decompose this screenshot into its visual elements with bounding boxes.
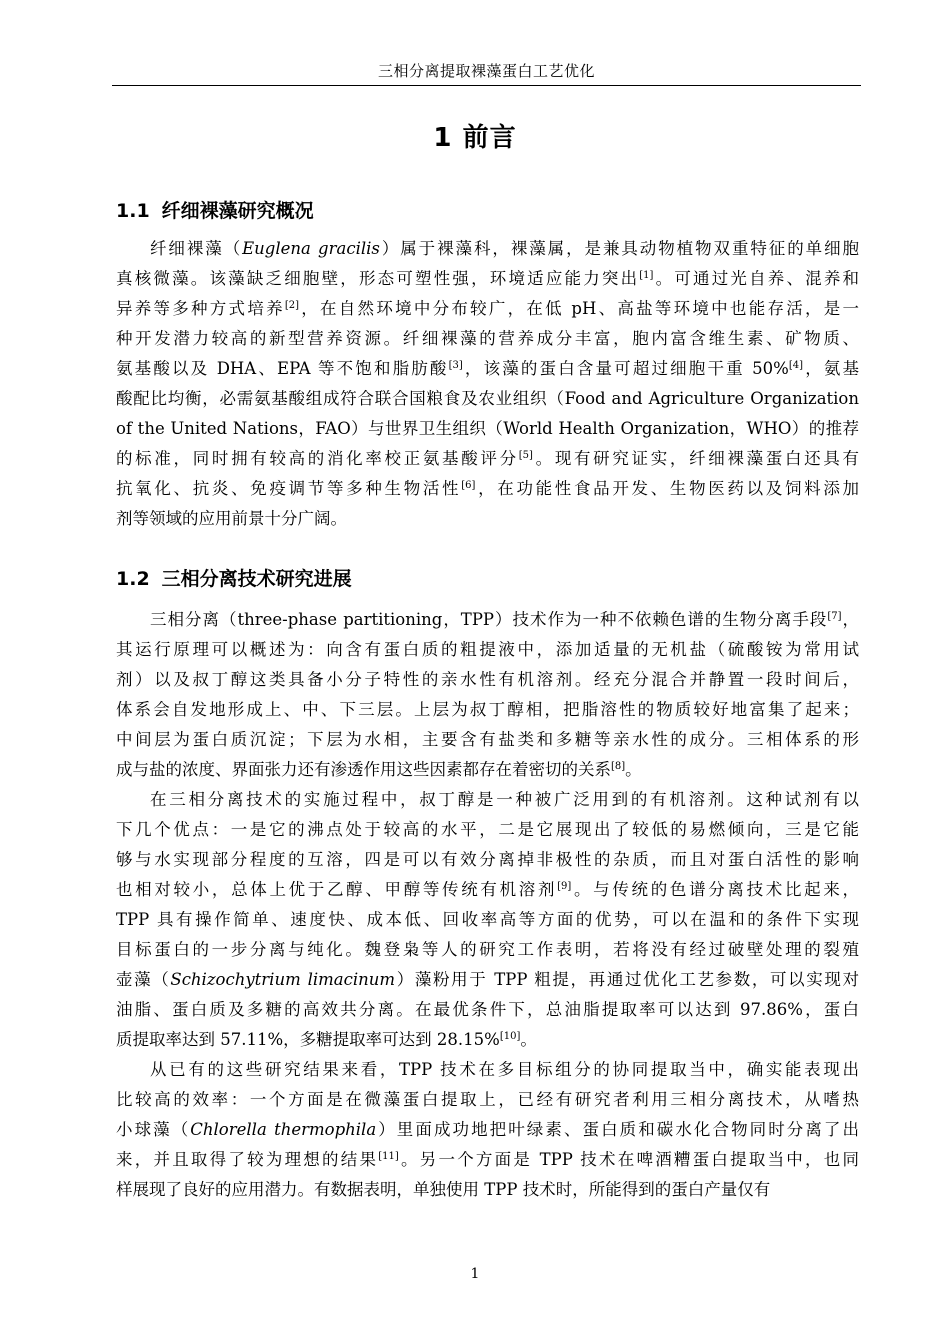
text-segment: 。现有研究证实，纤细裸藻蛋白还具有 <box>532 449 860 468</box>
text-line <box>116 384 859 414</box>
text-segment: 成与盐的浓度、界面张力还有渗透作用这些因素都存在着密切的关系 <box>116 760 611 779</box>
text-segment: ，氨基 <box>803 359 860 378</box>
text-line <box>116 935 859 965</box>
text-line <box>116 264 859 294</box>
text-segment: 壶藻（ <box>116 970 171 989</box>
section-title-text: 三相分离技术研究进展 <box>161 568 352 590</box>
citation-marker: [4] <box>788 360 804 371</box>
citation-marker: [2] <box>284 300 300 311</box>
text-line <box>116 1085 859 1115</box>
text-line <box>116 875 859 905</box>
text-line <box>116 695 859 725</box>
running-header: 三相分离提取裸藻蛋白工艺优化 <box>377 62 595 80</box>
text-segment: 下几个优点：一是它的沸点处于较高的水平，二是它展现出了较低的易燃倾向，三是它能 <box>116 820 859 839</box>
species-name: Schizochytrium limacinum <box>170 970 396 989</box>
citation-marker: [9] <box>557 881 572 892</box>
text-line <box>116 755 859 785</box>
text-segment: ，该藻的蛋白含量可超过细胞干重 50% <box>462 359 789 378</box>
section-number: 1.2 <box>116 568 150 590</box>
citation-marker: [5] <box>518 450 533 461</box>
text-line <box>116 845 859 875</box>
text-line <box>116 1145 859 1175</box>
text-segment: 样展现了良好的应用潜力。有数据表明，单独使用 TPP 技术时，所能得到的蛋白产量仅有 <box>116 1180 771 1199</box>
header-rule <box>112 85 861 86</box>
chapter-title: 1 前言 <box>433 123 517 153</box>
paragraph-euglena-overview <box>116 234 859 534</box>
section-title-text: 纤细裸藻研究概况 <box>161 200 314 222</box>
text-line <box>116 354 859 384</box>
paragraph-tert-butanol <box>116 785 859 1055</box>
text-line <box>116 474 859 504</box>
paragraph-tpp-applications <box>116 1055 859 1205</box>
text-line <box>116 234 859 264</box>
text-line <box>116 1025 859 1055</box>
text-segment: 比较高的效率：一个方面是在微藻蛋白提取上，已经有研究者利用三相分离技术，从嗜热 <box>116 1090 859 1109</box>
citation-marker: [1] <box>639 270 654 281</box>
text-line <box>116 414 859 444</box>
text-segment: ，在功能性食品开发、生物医药以及饲料添加 <box>475 479 859 498</box>
text-segment: 。另一个方面是 TPP 技术在啤酒糟蛋白提取当中，也同 <box>398 1150 860 1169</box>
section-number: 1.1 <box>116 200 150 222</box>
text-segment: 小球藻（ <box>116 1120 191 1139</box>
paragraph-tpp-principle <box>116 605 859 785</box>
text-segment: 在三相分离技术的实施过程中，叔丁醇是一种被广泛用到的有机溶剂。这种试剂有以 <box>150 790 859 809</box>
text-segment: 剂等领域的应用前景十分广阔。 <box>116 509 347 528</box>
text-line <box>116 605 859 635</box>
text-segment: 质提取率达到 57.11%，多糖提取率可达到 28.15% <box>116 1030 500 1049</box>
text-line <box>116 815 859 845</box>
text-line <box>116 635 859 665</box>
text-line <box>116 725 859 755</box>
text-segment: ， <box>841 610 860 629</box>
text-line <box>116 995 859 1025</box>
text-segment: 异养等多种方式培养 <box>116 299 285 318</box>
text-segment: 的标准，同时拥有较高的消化率校正氨基酸评分 <box>116 449 519 468</box>
text-segment: 。与传统的色谱分离技术比起来， <box>571 880 860 899</box>
citation-marker: [10] <box>499 1031 521 1042</box>
text-segment: of the United Nations，FAO）与世界卫生组织（World Health Organization，WHO）的推荐 <box>116 419 859 438</box>
text-line <box>116 785 859 815</box>
text-line <box>116 1055 859 1085</box>
text-line <box>116 665 859 695</box>
citation-marker: [7] <box>827 611 842 622</box>
text-segment: 。 <box>520 1030 537 1049</box>
text-segment: 。 <box>625 760 642 779</box>
text-segment: ）属于裸藻科，裸藻属，是兼具动物植物双重特征的单细胞 <box>379 239 860 258</box>
text-segment: ，在自然环境中分布较广，在低 pH、高盐等环境中也能存活，是一 <box>299 299 860 318</box>
text-line <box>116 444 859 474</box>
text-segment: 剂）以及叔丁醇这类具备小分子特性的亲水性有机溶剂。经充分混合并静置一段时间后， <box>116 670 859 689</box>
text-segment: 目标蛋白的一步分离与纯化。魏登枭等人的研究工作表明，若将没有经过破壁处理的裂殖 <box>116 940 859 959</box>
species-name: Chlorella thermophila <box>190 1120 377 1139</box>
text-segment: 中间层为蛋白质沉淀；下层为水相，主要含有盐类和多糖等亲水性的成分。三相体系的形 <box>116 730 859 749</box>
text-line <box>116 965 859 995</box>
text-segment: 来，并且取得了较为理想的结果 <box>116 1150 379 1169</box>
section-heading-1-2 <box>116 564 352 591</box>
text-segment: 从已有的这些研究结果来看，TPP 技术在多目标组分的协同提取当中，确实能表现出 <box>150 1060 859 1079</box>
text-line <box>116 324 859 354</box>
text-segment: 抗氧化、抗炎、免疫调节等多种生物活性 <box>116 479 462 498</box>
text-segment: 其运行原理可以概述为：向含有蛋白质的粗提液中，添加适量的无机盐（硫酸铵为常用试 <box>116 640 859 659</box>
text-segment: 。可通过光自养、混养和 <box>653 269 860 288</box>
text-segment: TPP 具有操作简单、速度快、成本低、回收率高等方面的优势，可以在温和的条件下实现 <box>116 910 859 929</box>
text-line <box>116 504 859 534</box>
text-line <box>116 1115 859 1145</box>
species-name: Euglena gracilis <box>242 239 380 258</box>
text-segment: ）藻粉用于 TPP 粗提，再通过优化工艺参数，可以实现对 <box>395 970 859 989</box>
text-segment: 也相对较小，总体上优于乙醇、甲醇等传统有机溶剂 <box>116 880 558 899</box>
text-segment: 纤细裸藻（ <box>150 239 243 258</box>
text-segment: 种开发潜力较高的新型营养资源。纤细裸藻的营养成分丰富，胞内富含维生素、矿物质、 <box>116 329 859 348</box>
text-line <box>116 294 859 324</box>
citation-marker: [6] <box>461 480 476 491</box>
page-number: 1 <box>470 1266 480 1282</box>
text-segment: 体系会自发地形成上、中、下三层。上层为叔丁醇相，把脂溶性的物质较好地富集了起来； <box>116 700 859 719</box>
text-line <box>116 905 859 935</box>
text-line <box>116 1175 859 1205</box>
citation-marker: [8] <box>611 761 626 772</box>
section-heading-1-1 <box>116 196 314 223</box>
text-segment: 够与水实现部分程度的互溶，四是可以有效分离掉非极性的杂质，而且对蛋白活性的影响 <box>116 850 859 869</box>
text-segment: 氨基酸以及 DHA、EPA 等不饱和脂肪酸 <box>116 359 449 378</box>
text-segment: 油脂、蛋白质及多糖的高效共分离。在最优条件下，总油脂提取率可以达到 97.86%，蛋白 <box>116 1000 859 1019</box>
text-segment: ）里面成功地把叶绿素、蛋白质和碳水化合物同时分离了出 <box>376 1120 859 1139</box>
citation-marker: [11] <box>378 1151 399 1162</box>
citation-marker: [3] <box>448 360 463 371</box>
text-segment: 酸配比均衡，必需氨基酸组成符合联合国粮食及农业组织（Food and Agriculture Organization <box>116 389 859 408</box>
text-segment: 真核微藻。该藻缺乏细胞壁，形态可塑性强，环境适应能力突出 <box>116 269 640 288</box>
text-segment: 三相分离（three-phase partitioning，TPP）技术作为一种不依赖色谱的生物分离手段 <box>150 610 828 629</box>
